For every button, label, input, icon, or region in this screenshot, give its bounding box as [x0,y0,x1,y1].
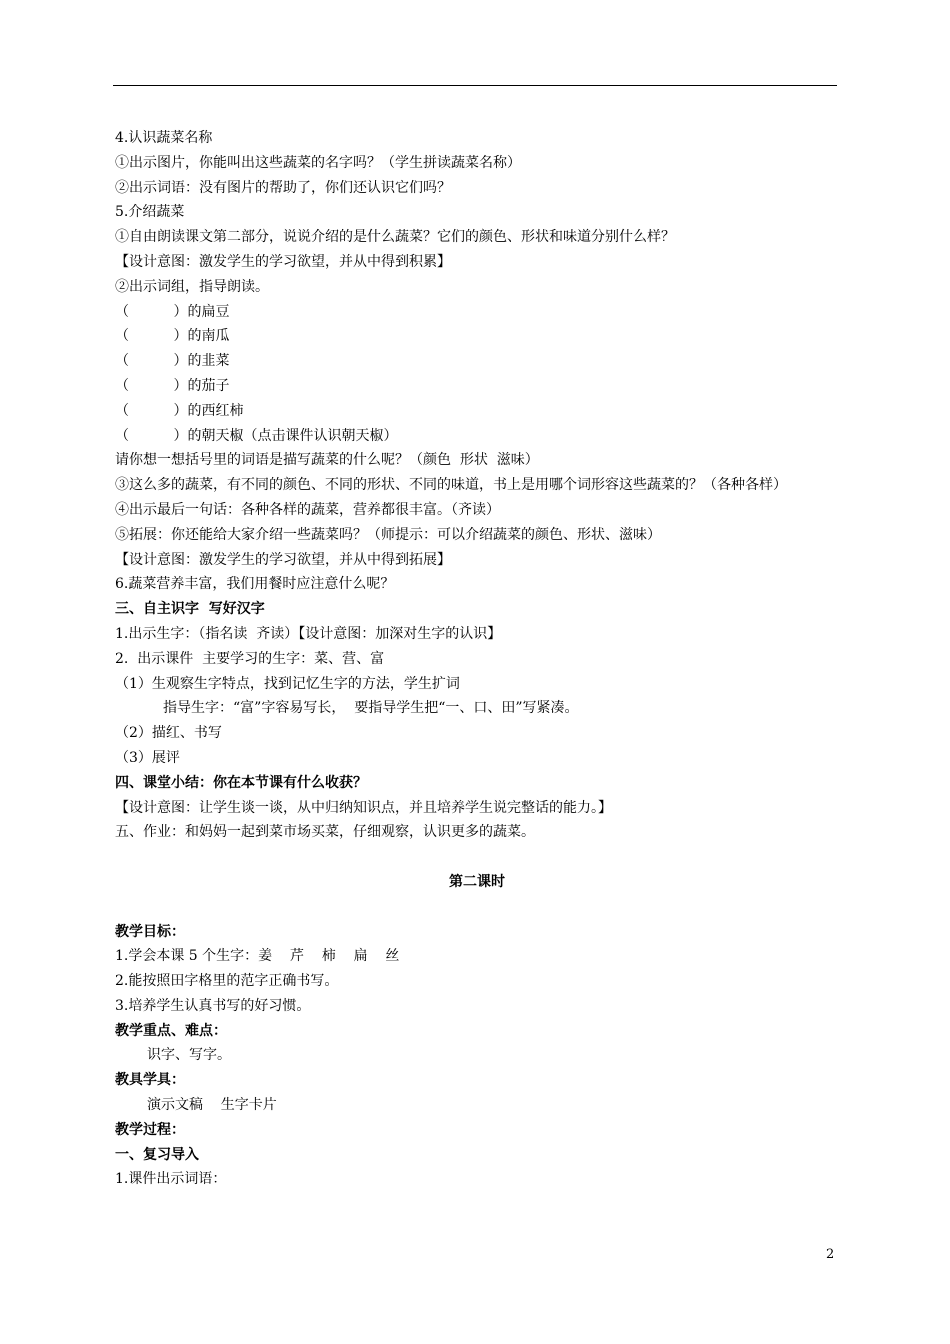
text-line: ⑤拓展：你还能给大家介绍一些蔬菜吗？（师提示：可以介绍蔬菜的颜色、形状、滋味） [115,526,661,543]
header-rule [113,85,837,86]
text-line: 6.蔬菜营养丰富，我们用餐时应注意什么呢？ [115,576,395,593]
text-line: （1）生观察生字特点，找到记忆生字的方法，学生扩词 [115,675,460,692]
text-line: 2. 出示课件 主要学习的生字：菜、营、富 [115,650,385,667]
homework-line: 五、作业：和妈妈一起到菜市场买菜，仔细观察，认识更多的蔬菜。 [115,824,535,841]
key-points-text: 识字、写字。 [147,1047,231,1064]
fill-blank-item: （ ）的西红柿 [115,402,244,419]
text-line: （2）描红、书写 [115,725,222,742]
goal-item: 3.培养学生认真书写的好习惯。 [115,997,311,1014]
key-points-heading: 教学重点、难点： [115,1022,227,1039]
lesson2 [115,920,839,1193]
design-intent-note: 【设计意图：让学生谈一谈，从中归纳知识点，并且培养学生说完整话的能力。】 [115,799,612,816]
text-line: 5.介绍蔬菜 [115,204,185,221]
section-3 [115,597,839,771]
section-heading: 一、复习导入 [115,1146,199,1163]
process-heading: 教学过程： [115,1121,185,1138]
page-number: 2 [826,1247,835,1262]
tools-text: 演示文稿 生字卡片 [147,1097,277,1114]
lesson-title: 第二课时 [449,873,505,890]
lesson1-continued [115,126,839,597]
text-line: 指导生字：“富”字容易写长， 要指导学生把“一、口、田”写紧凑。 [163,700,579,717]
tools-heading: 教具学具： [115,1072,185,1089]
document-body [115,126,839,1192]
text-line: ②出示词组，指导朗读。 [115,278,269,295]
fill-blank-item: （ ）的扁豆 [115,303,230,320]
text-line: 请你想一想括号里的词语是描写蔬菜的什么呢？（颜色 形状 滋味） [115,452,539,469]
section-heading: 四、课堂小结：你在本节课有什么收获？ [115,774,367,791]
fill-blank-item: （ ）的韭菜 [115,353,230,370]
text-paragraph: ③这么多的蔬菜，有不同的颜色、不同的形状、不同的味道，书上是用哪个词形容这些蔬菜的？（各种各样） [115,477,787,494]
text-line: 1.出示生字：（指名读 齐读）【设计意图：加深对生字的认识】 [115,625,502,642]
text-line: ②出示词语：没有图片的帮助了，你们还认识它们吗？ [115,179,451,196]
fill-blank-item: （ ）的茄子 [115,377,230,394]
text-line: ④出示最后一句话：各种各样的蔬菜，营养都很丰富。（齐读） [115,501,500,518]
design-intent-note: 【设计意图：激发学生的学习欲望，并从中得到积累】 [115,253,451,270]
section-heading: 三、自主识字 写好汉字 [115,601,265,618]
design-intent-note: 【设计意图：激发学生的学习欲望，并从中得到拓展】 [115,551,451,568]
goals-heading: 教学目标： [115,923,185,940]
text-line: ①出示图片，你能叫出这些蔬菜的名字吗？（学生拼读蔬菜名称） [115,154,521,171]
fill-blank-item: （ ）的朝天椒（点击课件认识朝天椒） [115,427,398,444]
text-line: （3）展评 [115,749,180,766]
text-line: 1.课件出示词语： [115,1171,227,1188]
goal-item: 1.学会本课 5 个生字：姜 芹 柿 扁 丝 [115,948,400,965]
goal-item: 2.能按照田字格里的范字正确书写。 [115,973,339,990]
fill-blank-item: （ ）的南瓜 [115,328,230,345]
text-line: ①自由朗读课文第二部分，说说介绍的是什么蔬菜？它们的颜色、形状和味道分别什么样？ [115,229,675,246]
text-line: 4.认识蔬菜名称 [115,130,213,146]
section-4 [115,771,839,821]
